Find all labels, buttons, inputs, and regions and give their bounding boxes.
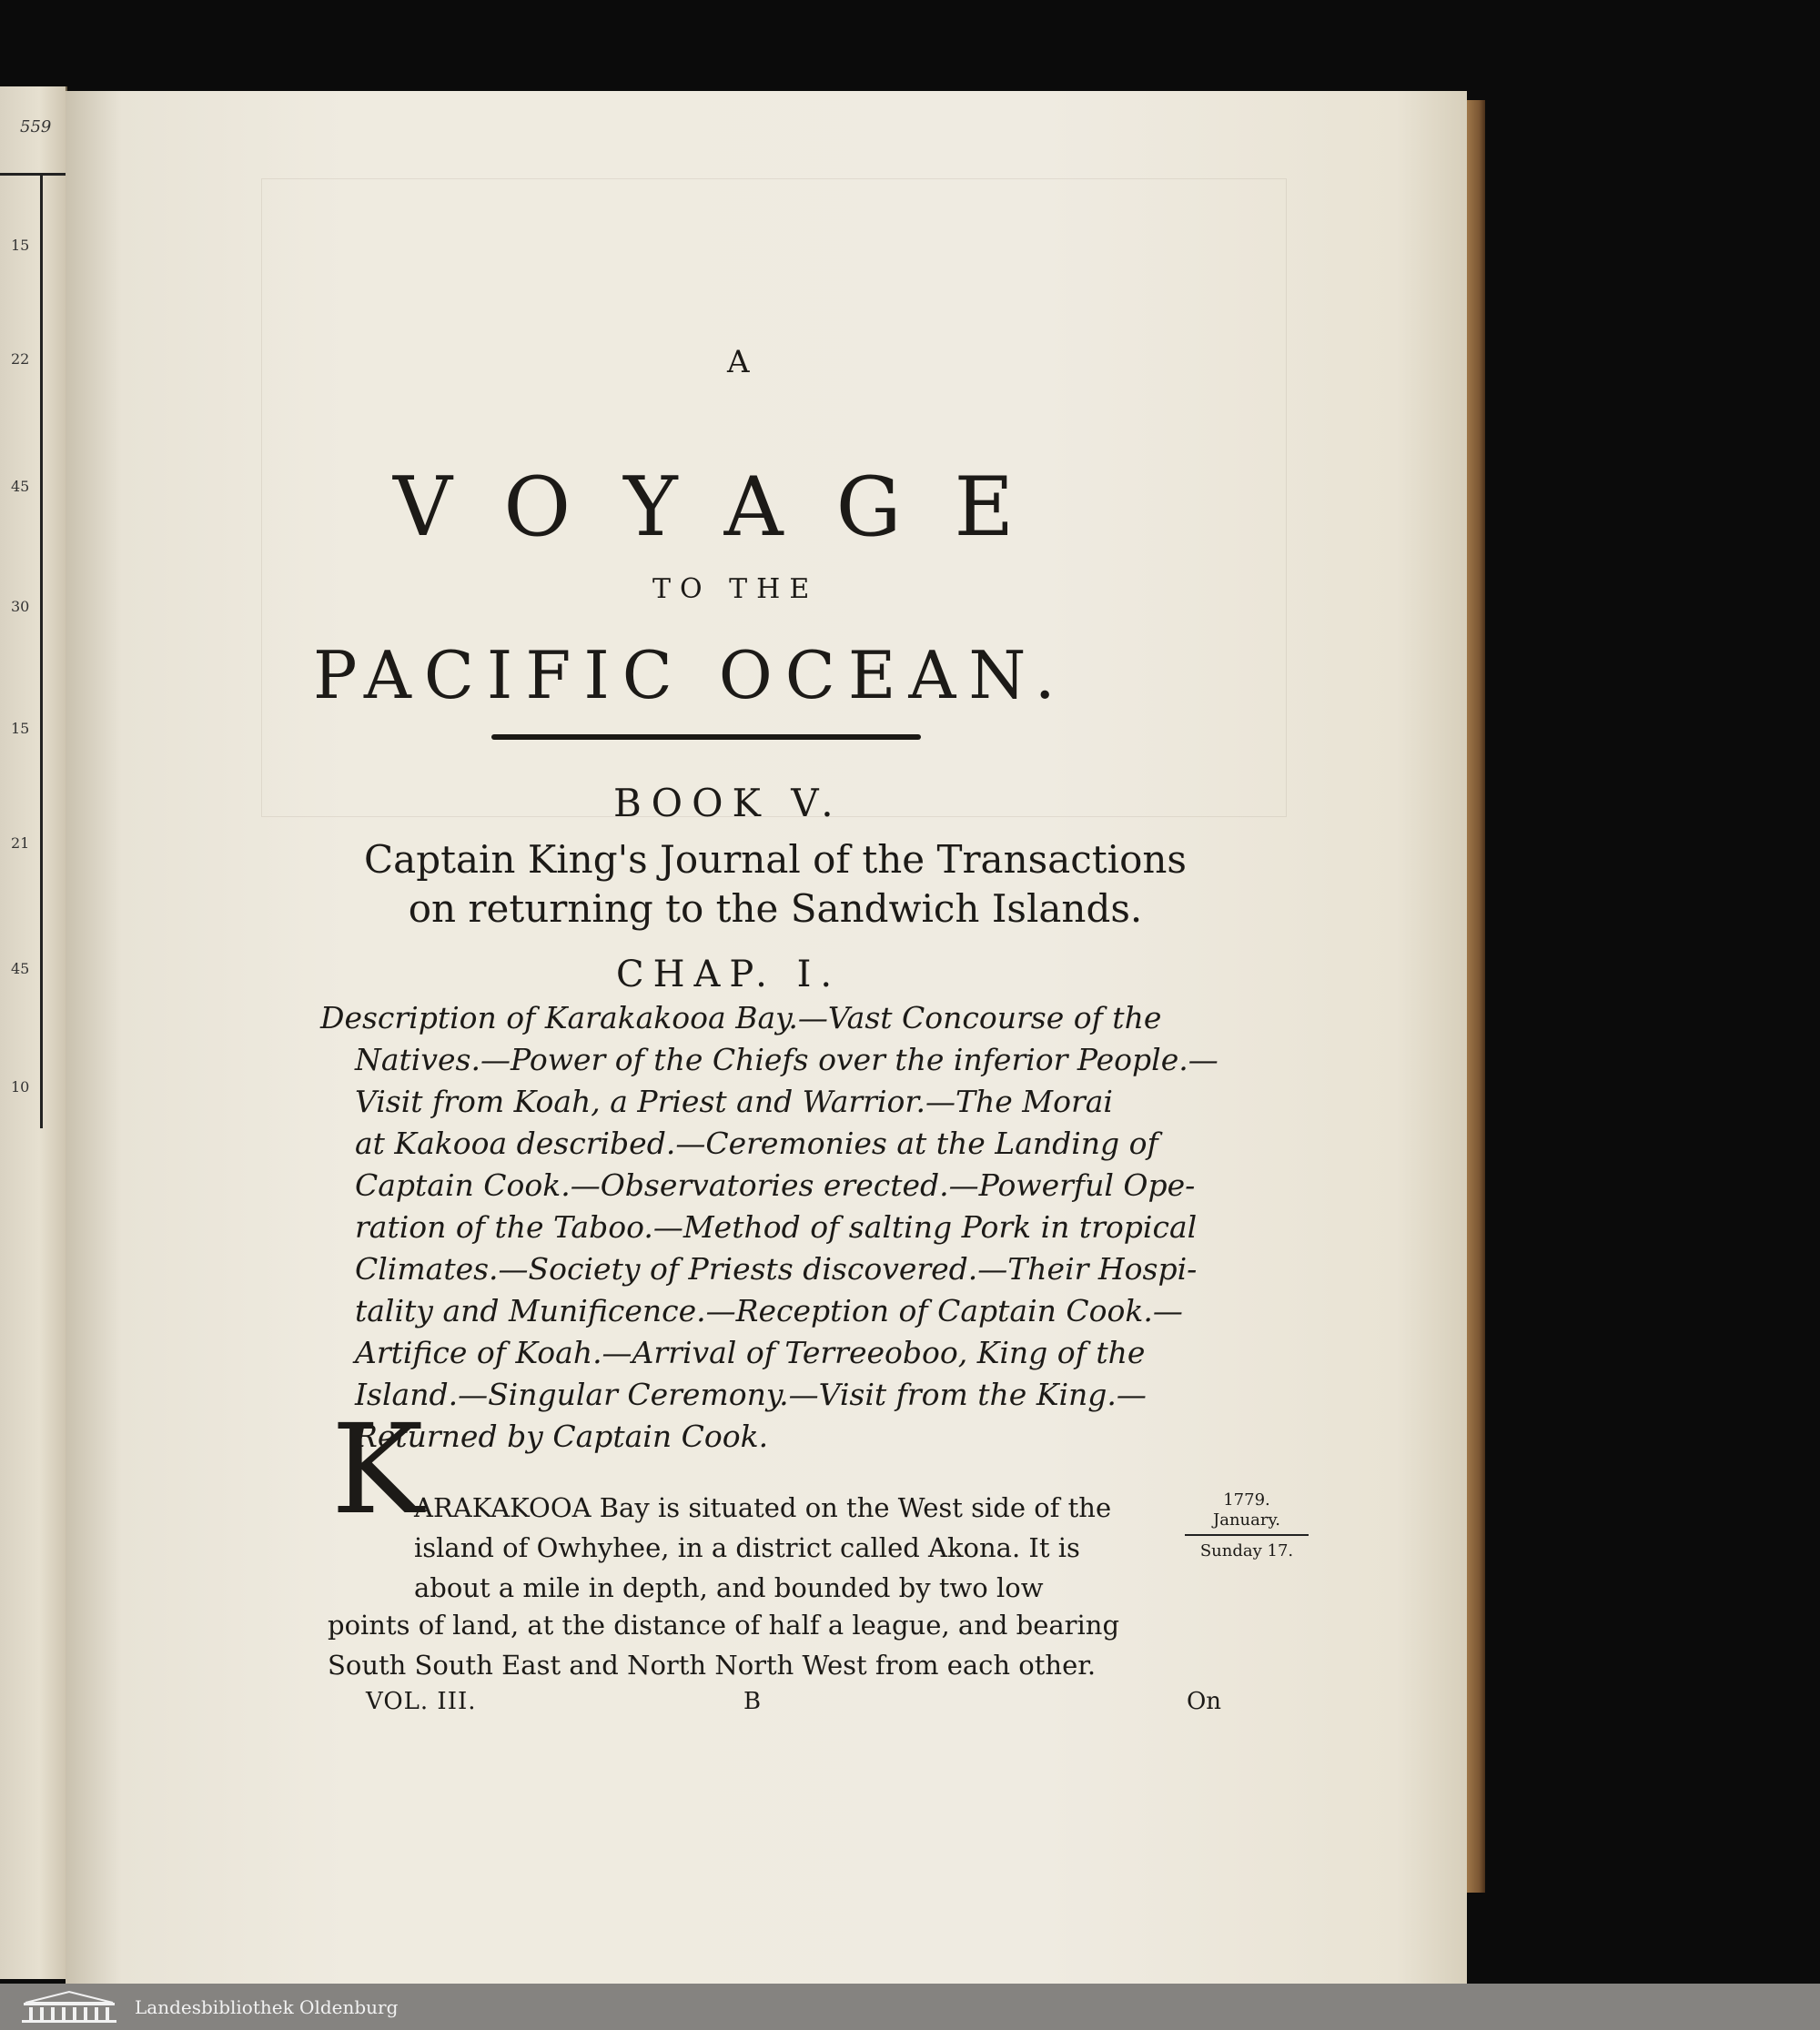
chapter-summary [320,997,1230,1458]
summary-line: Natives.—Power of the Chiefs over the inferior People.— [355,1042,1218,1077]
chapter-heading: CHAP. I. [616,954,842,995]
library-name[interactable]: Landesbibliothek Oldenburg [135,1995,399,2018]
book-subtitle-line: on returning to the Sandwich Islands. [408,886,1143,931]
previous-page-margin-number: 15 [11,237,30,254]
previous-page-margin-number: 30 [11,598,30,615]
body-line: island of Owhyhee, in a district called Akona. It is [414,1532,1080,1563]
previous-page-margin-number: 10 [11,1078,30,1096]
previous-page-margin-number: 45 [11,960,30,977]
previous-page-rule [40,173,43,1128]
margin-day: Sunday 17. [1199,1541,1294,1560]
body-line: ARAKAKOOA Bay is situated on the West side of the [414,1492,1112,1523]
signature-mark: B [743,1688,762,1715]
summary-line: Returned by Captain Cook. [355,1419,769,1454]
body-first-lines [414,1488,1224,1608]
title-article: A [727,344,752,380]
title-to-the: TO THE [652,573,819,605]
summary-line: at Kakooa described.—Ceremonies at the Landing of [355,1126,1158,1161]
volume-label: VOL. III. [366,1688,477,1715]
summary-line: Description of Karakakooa Bay.—Vast Concourse of the [320,1000,1162,1035]
previous-page-margin-number: 22 [11,350,30,368]
summary-line: Artifice of Koah.—Arrival of Terreeoboo, King of the [355,1335,1146,1370]
previous-page-margin-number: 45 [11,478,30,495]
title-rule-divider [491,734,921,740]
previous-page-edge [0,86,67,1979]
body-line: about a mile in depth, and bounded by two low [414,1572,1044,1603]
margin-note-rule [1185,1534,1309,1536]
book-subtitle [311,835,1239,934]
margin-month: January. [1213,1510,1280,1530]
previous-page-rule [0,173,66,176]
summary-line: tality and Munificence.—Reception of Captain Cook.— [355,1293,1183,1328]
previous-page-number: 559 [20,117,52,136]
margin-year: 1779. [1223,1490,1270,1510]
catchword: On [1186,1688,1221,1715]
summary-line: Island.—Singular Ceremony.—Visit from the King.— [355,1377,1147,1412]
summary-line: Climates.—Society of Priests discovered.—Their Hospi- [355,1251,1198,1287]
library-footer-bar [0,1984,1820,2030]
title-pacific-ocean: PACIFIC OCEAN. [313,637,1068,713]
title-voyage: VOYAGE [393,460,1067,555]
body-text [328,1605,1238,1685]
previous-page-margin-number: 15 [11,720,30,737]
body-line: South South East and North North West from each other. [328,1650,1097,1681]
body-line: points of land, at the distance of half a league, and bearing [328,1610,1120,1641]
summary-line: Captain Cook.—Observatories erected.—Powerful Ope- [355,1167,1196,1203]
drop-cap: K [331,1399,424,1542]
book-page [66,91,1467,1984]
summary-line: ration of the Taboo.—Method of salting Pork in tropical [355,1209,1198,1245]
book-subtitle-line: Captain King's Journal of the Transactions [364,837,1187,882]
previous-page-margin-number: 21 [11,834,30,852]
summary-line: Visit from Koah, a Priest and Warrior.—The Morai [355,1084,1113,1119]
margin-date-note [1174,1490,1320,1561]
library-building-icon[interactable] [18,1990,120,2025]
book-heading: BOOK V. [613,781,843,825]
